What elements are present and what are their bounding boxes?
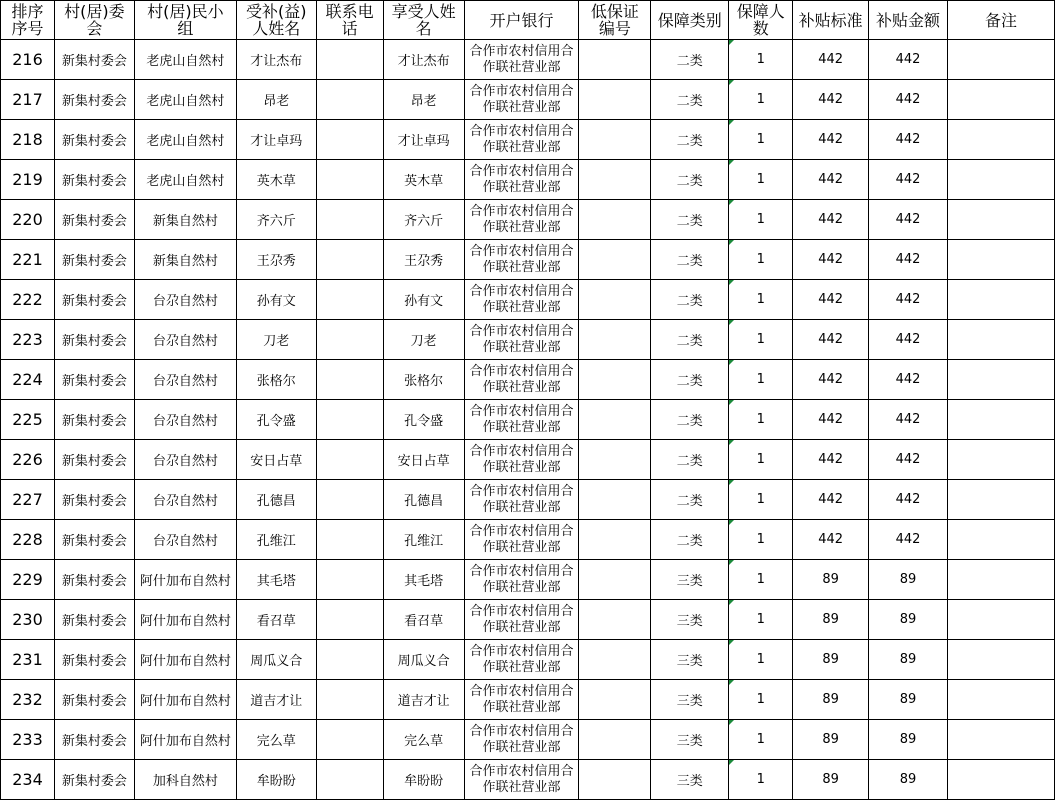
note-cell: [948, 480, 1055, 520]
group-cell: 老虎山自然村: [134, 160, 236, 200]
persons-cell: 1: [729, 40, 793, 80]
persons-cell: 1: [729, 120, 793, 160]
persons-cell: 1: [729, 360, 793, 400]
committee-cell: 新集村委会: [54, 720, 134, 760]
header-committee: 村(居)委 会: [54, 1, 134, 40]
bank-cell: 合作市农村信用合作联社营业部: [464, 40, 579, 80]
phone-cell: [316, 600, 383, 640]
category-cell: 二类: [651, 400, 729, 440]
cert-no-cell: [579, 120, 651, 160]
amount-cell: 442: [869, 200, 948, 240]
committee-cell: 新集村委会: [54, 400, 134, 440]
cert-no-cell: [579, 520, 651, 560]
group-cell: 阿什加布自然村: [134, 600, 236, 640]
note-cell: [948, 160, 1055, 200]
note-cell: [948, 640, 1055, 680]
cert-no-cell: [579, 480, 651, 520]
persons-cell: 1: [729, 80, 793, 120]
standard-cell: 442: [793, 240, 869, 280]
beneficiary-cell: 王尕秀: [383, 240, 464, 280]
recipient-cell: 牟盼盼: [236, 760, 316, 800]
beneficiary-cell: 孙有文: [383, 280, 464, 320]
committee-cell: 新集村委会: [54, 440, 134, 480]
cert-no-cell: [579, 440, 651, 480]
table-row: [1, 640, 1055, 680]
phone-cell: [316, 400, 383, 440]
amount-cell: 442: [869, 320, 948, 360]
phone-cell: [316, 680, 383, 720]
standard-cell: 442: [793, 40, 869, 80]
group-cell: 台尕自然村: [134, 440, 236, 480]
beneficiary-cell: 才让卓玛: [383, 120, 464, 160]
phone-cell: [316, 80, 383, 120]
note-cell: [948, 120, 1055, 160]
committee-cell: 新集村委会: [54, 120, 134, 160]
table-row: [1, 400, 1055, 440]
amount-cell: 89: [869, 600, 948, 640]
beneficiary-cell: 英木草: [383, 160, 464, 200]
group-cell: 阿什加布自然村: [134, 560, 236, 600]
header-amount: 补贴金额: [869, 1, 948, 40]
persons-cell: 1: [729, 600, 793, 640]
standard-cell: 442: [793, 80, 869, 120]
amount-cell: 442: [869, 360, 948, 400]
beneficiary-cell: 牟盼盼: [383, 760, 464, 800]
committee-cell: 新集村委会: [54, 80, 134, 120]
bank-cell: 合作市农村信用合作联社营业部: [464, 720, 579, 760]
committee-cell: 新集村委会: [54, 240, 134, 280]
beneficiary-cell: 孔德昌: [383, 480, 464, 520]
phone-cell: [316, 480, 383, 520]
phone-cell: [316, 120, 383, 160]
standard-cell: 442: [793, 280, 869, 320]
header-standard: 补贴标准: [793, 1, 869, 40]
standard-cell: 442: [793, 480, 869, 520]
persons-cell: 1: [729, 680, 793, 720]
group-cell: 台尕自然村: [134, 520, 236, 560]
category-cell: 三类: [651, 720, 729, 760]
category-cell: 二类: [651, 360, 729, 400]
cert-no-cell: [579, 200, 651, 240]
committee-cell: 新集村委会: [54, 480, 134, 520]
category-cell: 二类: [651, 480, 729, 520]
category-cell: 二类: [651, 120, 729, 160]
amount-cell: 89: [869, 560, 948, 600]
group-cell: 老虎山自然村: [134, 120, 236, 160]
header-category: 保障类别: [651, 1, 729, 40]
table-body: [1, 40, 1055, 800]
serial-cell: 228: [1, 520, 55, 560]
bank-cell: 合作市农村信用合作联社营业部: [464, 600, 579, 640]
group-cell: 台尕自然村: [134, 320, 236, 360]
note-cell: [948, 760, 1055, 800]
amount-cell: 442: [869, 80, 948, 120]
beneficiary-cell: 齐六斤: [383, 200, 464, 240]
table-row: [1, 160, 1055, 200]
committee-cell: 新集村委会: [54, 160, 134, 200]
persons-cell: 1: [729, 760, 793, 800]
persons-cell: 1: [729, 280, 793, 320]
standard-cell: 89: [793, 680, 869, 720]
serial-cell: 229: [1, 560, 55, 600]
standard-cell: 89: [793, 760, 869, 800]
beneficiary-cell: 孔维江: [383, 520, 464, 560]
recipient-cell: 其毛塔: [236, 560, 316, 600]
phone-cell: [316, 200, 383, 240]
beneficiary-cell: 昂老: [383, 80, 464, 120]
header-recipient: 受补(益) 人姓名: [236, 1, 316, 40]
committee-cell: 新集村委会: [54, 320, 134, 360]
committee-cell: 新集村委会: [54, 560, 134, 600]
category-cell: 二类: [651, 520, 729, 560]
note-cell: [948, 600, 1055, 640]
category-cell: 三类: [651, 760, 729, 800]
phone-cell: [316, 280, 383, 320]
table-row: [1, 360, 1055, 400]
amount-cell: 442: [869, 120, 948, 160]
category-cell: 二类: [651, 440, 729, 480]
beneficiary-cell: 孔令盛: [383, 400, 464, 440]
standard-cell: 89: [793, 640, 869, 680]
standard-cell: 442: [793, 440, 869, 480]
header-bank: 开户银行: [464, 1, 579, 40]
serial-cell: 224: [1, 360, 55, 400]
table-row: [1, 600, 1055, 640]
table-row: [1, 80, 1055, 120]
amount-cell: 442: [869, 400, 948, 440]
beneficiary-cell: 安日占草: [383, 440, 464, 480]
group-cell: 阿什加布自然村: [134, 640, 236, 680]
table-row: [1, 240, 1055, 280]
header-serial: 排序 序号: [1, 1, 55, 40]
cert-no-cell: [579, 40, 651, 80]
persons-cell: 1: [729, 720, 793, 760]
beneficiary-cell: 道吉才让: [383, 680, 464, 720]
amount-cell: 442: [869, 280, 948, 320]
table-row: [1, 440, 1055, 480]
table-row: [1, 320, 1055, 360]
persons-cell: 1: [729, 160, 793, 200]
note-cell: [948, 40, 1055, 80]
recipient-cell: 孔令盛: [236, 400, 316, 440]
bank-cell: 合作市农村信用合作联社营业部: [464, 440, 579, 480]
recipient-cell: 齐六斤: [236, 200, 316, 240]
serial-cell: 233: [1, 720, 55, 760]
table-row: [1, 520, 1055, 560]
recipient-cell: 安日占草: [236, 440, 316, 480]
note-cell: [948, 560, 1055, 600]
phone-cell: [316, 640, 383, 680]
header-persons: 保障人 数: [729, 1, 793, 40]
standard-cell: 442: [793, 520, 869, 560]
serial-cell: 234: [1, 760, 55, 800]
phone-cell: [316, 760, 383, 800]
beneficiary-cell: 周瓜义合: [383, 640, 464, 680]
group-cell: 台尕自然村: [134, 480, 236, 520]
table-row: [1, 480, 1055, 520]
phone-cell: [316, 720, 383, 760]
cert-no-cell: [579, 400, 651, 440]
note-cell: [948, 280, 1055, 320]
serial-cell: 231: [1, 640, 55, 680]
amount-cell: 442: [869, 160, 948, 200]
recipient-cell: 刀老: [236, 320, 316, 360]
table-row: [1, 120, 1055, 160]
category-cell: 二类: [651, 160, 729, 200]
note-cell: [948, 320, 1055, 360]
phone-cell: [316, 560, 383, 600]
bank-cell: 合作市农村信用合作联社营业部: [464, 760, 579, 800]
persons-cell: 1: [729, 400, 793, 440]
standard-cell: 89: [793, 720, 869, 760]
cert-no-cell: [579, 760, 651, 800]
table-row: [1, 40, 1055, 80]
group-cell: 老虎山自然村: [134, 40, 236, 80]
beneficiary-cell: 看召草: [383, 600, 464, 640]
cert-no-cell: [579, 80, 651, 120]
cert-no-cell: [579, 600, 651, 640]
bank-cell: 合作市农村信用合作联社营业部: [464, 680, 579, 720]
amount-cell: 442: [869, 440, 948, 480]
serial-cell: 226: [1, 440, 55, 480]
cert-no-cell: [579, 320, 651, 360]
cert-no-cell: [579, 680, 651, 720]
persons-cell: 1: [729, 200, 793, 240]
header-row: [1, 1, 1055, 40]
standard-cell: 442: [793, 400, 869, 440]
standard-cell: 442: [793, 360, 869, 400]
persons-cell: 1: [729, 640, 793, 680]
standard-cell: 442: [793, 320, 869, 360]
standard-cell: 89: [793, 600, 869, 640]
table-row: [1, 720, 1055, 760]
persons-cell: 1: [729, 480, 793, 520]
group-cell: 台尕自然村: [134, 280, 236, 320]
committee-cell: 新集村委会: [54, 680, 134, 720]
standard-cell: 442: [793, 160, 869, 200]
category-cell: 二类: [651, 40, 729, 80]
note-cell: [948, 400, 1055, 440]
category-cell: 二类: [651, 280, 729, 320]
beneficiary-cell: 张格尔: [383, 360, 464, 400]
beneficiary-cell: 才让杰布: [383, 40, 464, 80]
header-phone: 联系电 话: [316, 1, 383, 40]
recipient-cell: 英木草: [236, 160, 316, 200]
beneficiary-cell: 完么草: [383, 720, 464, 760]
amount-cell: 442: [869, 520, 948, 560]
note-cell: [948, 240, 1055, 280]
category-cell: 三类: [651, 560, 729, 600]
phone-cell: [316, 160, 383, 200]
recipient-cell: 孔德昌: [236, 480, 316, 520]
note-cell: [948, 80, 1055, 120]
category-cell: 二类: [651, 80, 729, 120]
bank-cell: 合作市农村信用合作联社营业部: [464, 280, 579, 320]
serial-cell: 223: [1, 320, 55, 360]
group-cell: 台尕自然村: [134, 400, 236, 440]
persons-cell: 1: [729, 440, 793, 480]
amount-cell: 89: [869, 760, 948, 800]
recipient-cell: 完么草: [236, 720, 316, 760]
header-note: 备注: [948, 1, 1055, 40]
bank-cell: 合作市农村信用合作联社营业部: [464, 360, 579, 400]
category-cell: 三类: [651, 600, 729, 640]
bank-cell: 合作市农村信用合作联社营业部: [464, 560, 579, 600]
standard-cell: 89: [793, 560, 869, 600]
recipient-cell: 看召草: [236, 600, 316, 640]
serial-cell: 218: [1, 120, 55, 160]
amount-cell: 89: [869, 680, 948, 720]
persons-cell: 1: [729, 520, 793, 560]
serial-cell: 230: [1, 600, 55, 640]
bank-cell: 合作市农村信用合作联社营业部: [464, 400, 579, 440]
serial-cell: 232: [1, 680, 55, 720]
recipient-cell: 昂老: [236, 80, 316, 120]
phone-cell: [316, 440, 383, 480]
committee-cell: 新集村委会: [54, 760, 134, 800]
cert-no-cell: [579, 560, 651, 600]
amount-cell: 442: [869, 480, 948, 520]
committee-cell: 新集村委会: [54, 600, 134, 640]
group-cell: 新集自然村: [134, 200, 236, 240]
category-cell: 三类: [651, 680, 729, 720]
group-cell: 加科自然村: [134, 760, 236, 800]
bank-cell: 合作市农村信用合作联社营业部: [464, 80, 579, 120]
persons-cell: 1: [729, 240, 793, 280]
amount-cell: 442: [869, 240, 948, 280]
cert-no-cell: [579, 360, 651, 400]
committee-cell: 新集村委会: [54, 640, 134, 680]
standard-cell: 442: [793, 120, 869, 160]
amount-cell: 89: [869, 640, 948, 680]
table-row: [1, 280, 1055, 320]
bank-cell: 合作市农村信用合作联社营业部: [464, 640, 579, 680]
committee-cell: 新集村委会: [54, 520, 134, 560]
table-row: [1, 560, 1055, 600]
serial-cell: 217: [1, 80, 55, 120]
phone-cell: [316, 320, 383, 360]
header-group: 村(居)民小 组: [134, 1, 236, 40]
committee-cell: 新集村委会: [54, 360, 134, 400]
bank-cell: 合作市农村信用合作联社营业部: [464, 200, 579, 240]
recipient-cell: 王尕秀: [236, 240, 316, 280]
note-cell: [948, 680, 1055, 720]
recipient-cell: 孙有文: [236, 280, 316, 320]
note-cell: [948, 360, 1055, 400]
header-cert-no: 低保证 编号: [579, 1, 651, 40]
note-cell: [948, 200, 1055, 240]
persons-cell: 1: [729, 560, 793, 600]
recipient-cell: 张格尔: [236, 360, 316, 400]
note-cell: [948, 720, 1055, 760]
phone-cell: [316, 40, 383, 80]
group-cell: 台尕自然村: [134, 360, 236, 400]
serial-cell: 225: [1, 400, 55, 440]
serial-cell: 221: [1, 240, 55, 280]
cert-no-cell: [579, 240, 651, 280]
beneficiary-cell: 刀老: [383, 320, 464, 360]
category-cell: 三类: [651, 640, 729, 680]
recipient-cell: 孔维江: [236, 520, 316, 560]
recipient-cell: 周瓜义合: [236, 640, 316, 680]
group-cell: 老虎山自然村: [134, 80, 236, 120]
amount-cell: 89: [869, 720, 948, 760]
table-row: [1, 760, 1055, 800]
bank-cell: 合作市农村信用合作联社营业部: [464, 520, 579, 560]
committee-cell: 新集村委会: [54, 280, 134, 320]
committee-cell: 新集村委会: [54, 200, 134, 240]
recipient-cell: 才让卓玛: [236, 120, 316, 160]
beneficiary-cell: 其毛塔: [383, 560, 464, 600]
bank-cell: 合作市农村信用合作联社营业部: [464, 480, 579, 520]
note-cell: [948, 440, 1055, 480]
serial-cell: 220: [1, 200, 55, 240]
bank-cell: 合作市农村信用合作联社营业部: [464, 160, 579, 200]
category-cell: 二类: [651, 320, 729, 360]
amount-cell: 442: [869, 40, 948, 80]
category-cell: 二类: [651, 200, 729, 240]
bank-cell: 合作市农村信用合作联社营业部: [464, 320, 579, 360]
committee-cell: 新集村委会: [54, 40, 134, 80]
cert-no-cell: [579, 280, 651, 320]
category-cell: 二类: [651, 240, 729, 280]
table-row: [1, 680, 1055, 720]
note-cell: [948, 520, 1055, 560]
group-cell: 新集自然村: [134, 240, 236, 280]
phone-cell: [316, 520, 383, 560]
recipient-cell: 道吉才让: [236, 680, 316, 720]
recipient-cell: 才让杰布: [236, 40, 316, 80]
group-cell: 阿什加布自然村: [134, 680, 236, 720]
standard-cell: 442: [793, 200, 869, 240]
bank-cell: 合作市农村信用合作联社营业部: [464, 120, 579, 160]
group-cell: 阿什加布自然村: [134, 720, 236, 760]
header-beneficiary: 享受人姓 名: [383, 1, 464, 40]
serial-cell: 222: [1, 280, 55, 320]
cert-no-cell: [579, 720, 651, 760]
serial-cell: 219: [1, 160, 55, 200]
phone-cell: [316, 360, 383, 400]
serial-cell: 216: [1, 40, 55, 80]
phone-cell: [316, 240, 383, 280]
bank-cell: 合作市农村信用合作联社营业部: [464, 240, 579, 280]
table-row: [1, 200, 1055, 240]
persons-cell: 1: [729, 320, 793, 360]
cert-no-cell: [579, 160, 651, 200]
cert-no-cell: [579, 640, 651, 680]
serial-cell: 227: [1, 480, 55, 520]
